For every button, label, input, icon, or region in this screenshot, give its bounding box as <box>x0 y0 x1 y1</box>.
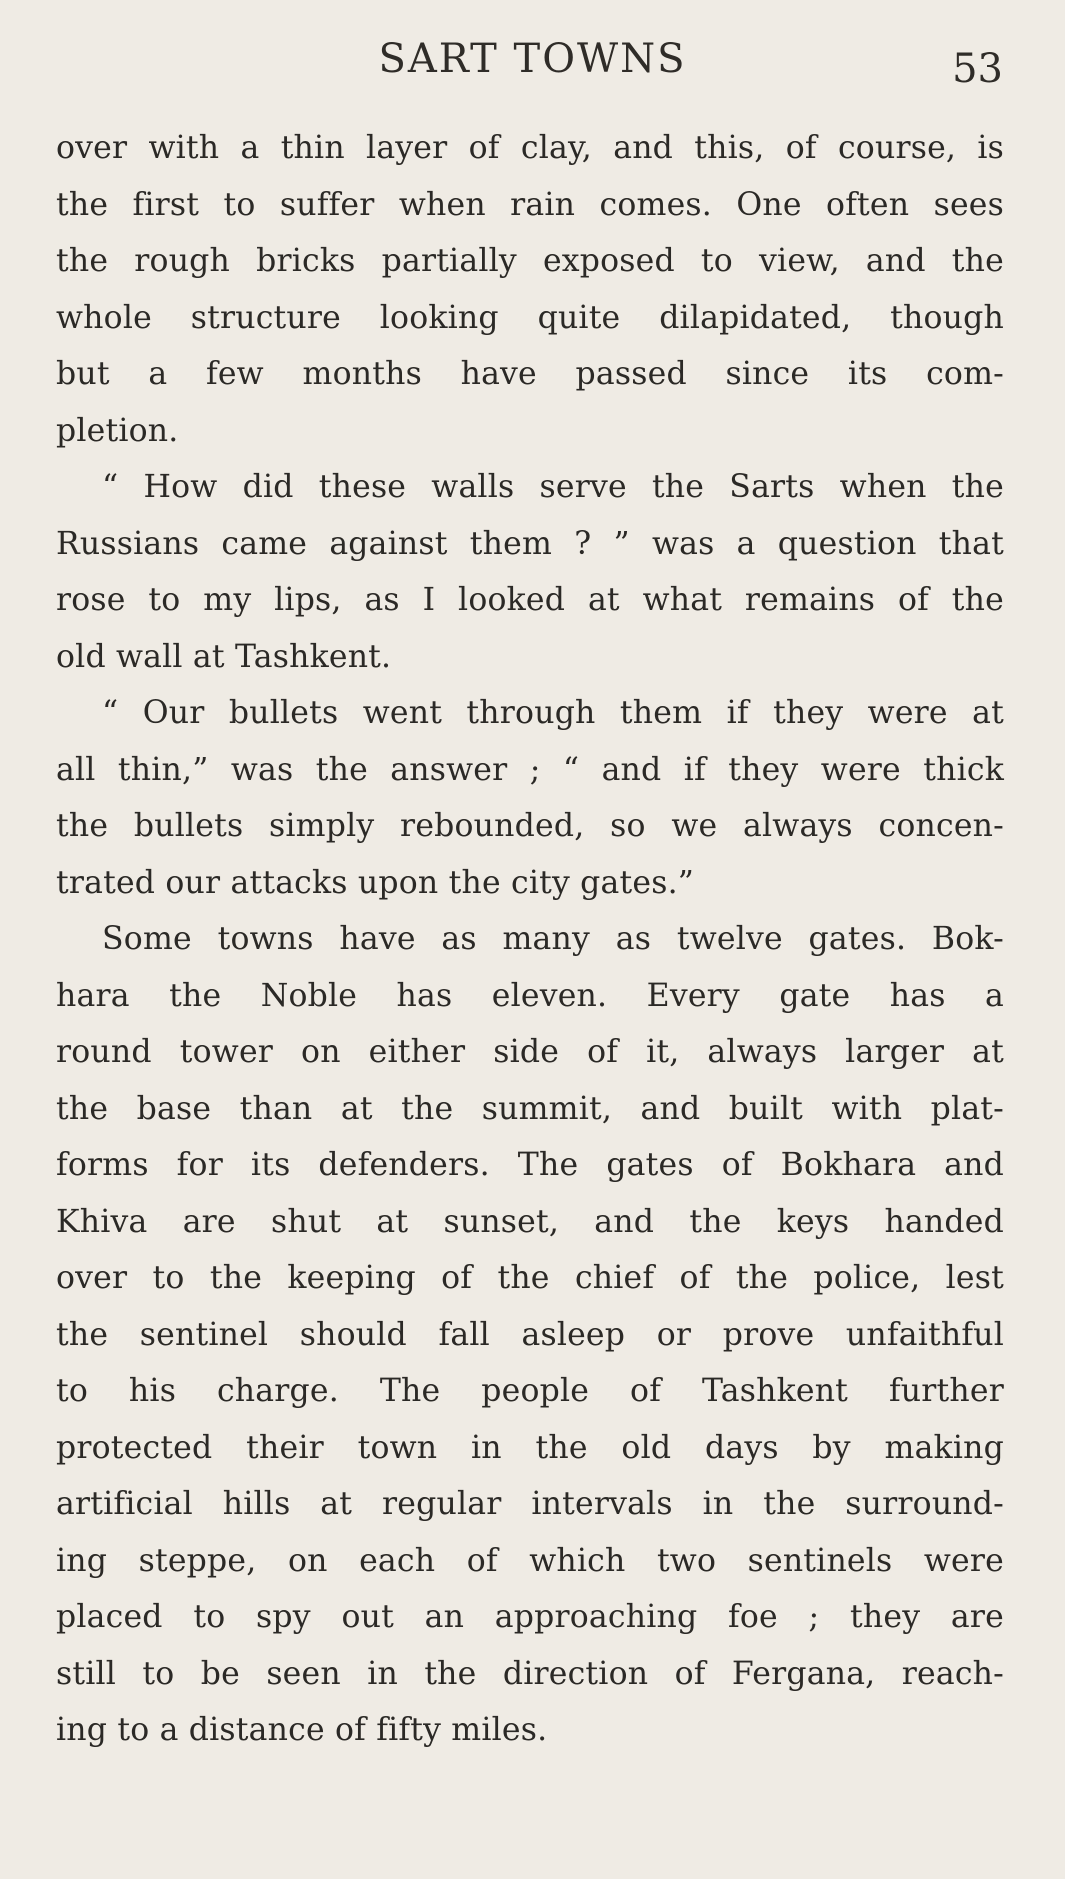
text-line: forms for its defenders. The gates of Bokhara and <box>56 1147 1004 1183</box>
text-line: hara the Noble has eleven. Every gate has a <box>56 977 1004 1014</box>
text-line: placed to spy out an approaching foe ; they are <box>56 1599 1004 1635</box>
text-line: “ Our bullets went through them if they were at <box>102 695 1004 731</box>
text-line: but a few months have passed since its com- <box>56 356 1004 392</box>
text-line: “ How did these walls serve the Sarts when the <box>102 469 1004 505</box>
running-title: SART TOWNS <box>378 36 687 82</box>
page-number: 53 <box>952 46 1003 92</box>
text-line: trated our attacks upon the city gates.” <box>56 864 695 901</box>
running-head <box>0 34 1065 90</box>
text-line: the base than at the summit, and built with plat- <box>56 1090 1004 1127</box>
text-line: all thin,” was the answer ; “ and if they were thick <box>56 751 1004 788</box>
text-line: rose to my lips, as I looked at what remains of the <box>56 582 1004 618</box>
text-line: to his charge. The people of Tashkent further <box>56 1373 1004 1409</box>
text-line: artificial hills at regular intervals in the surround- <box>56 1486 1004 1522</box>
text-line: the rough bricks partially exposed to view, and the <box>56 243 1004 279</box>
text-line: Russians came against them ? ” was a question that <box>56 525 1004 562</box>
text-line: Some towns have as many as twelve gates. Bok- <box>102 921 1004 957</box>
text-line: over with a thin layer of clay, and this, of course, is <box>56 130 1004 166</box>
text-line: old wall at Tashkent. <box>56 638 392 675</box>
text-line: round tower on either side of it, always larger at <box>56 1034 1004 1070</box>
text-line: the sentinel should fall asleep or prove unfaithful <box>56 1316 1004 1353</box>
text-line: whole structure looking quite dilapidated, though <box>56 299 1004 336</box>
text-line: over to the keeping of the chief of the police, lest <box>56 1260 1004 1296</box>
text-line: the bullets simply rebounded, so we always concen- <box>56 808 1004 844</box>
text-line: still to be seen in the direction of Fergana, reach- <box>56 1655 1004 1692</box>
text-line: pletion. <box>56 412 179 449</box>
text-line: the first to suffer when rain comes. One often sees <box>56 186 1004 223</box>
text-line: ing steppe, on each of which two sentinels were <box>56 1542 1004 1579</box>
text-line: Khiva are shut at sunset, and the keys handed <box>56 1203 1004 1240</box>
text-line: ing to a distance of fifty miles. <box>56 1712 548 1748</box>
body-text <box>56 120 1004 1759</box>
text-line: protected their town in the old days by making <box>56 1429 1004 1466</box>
